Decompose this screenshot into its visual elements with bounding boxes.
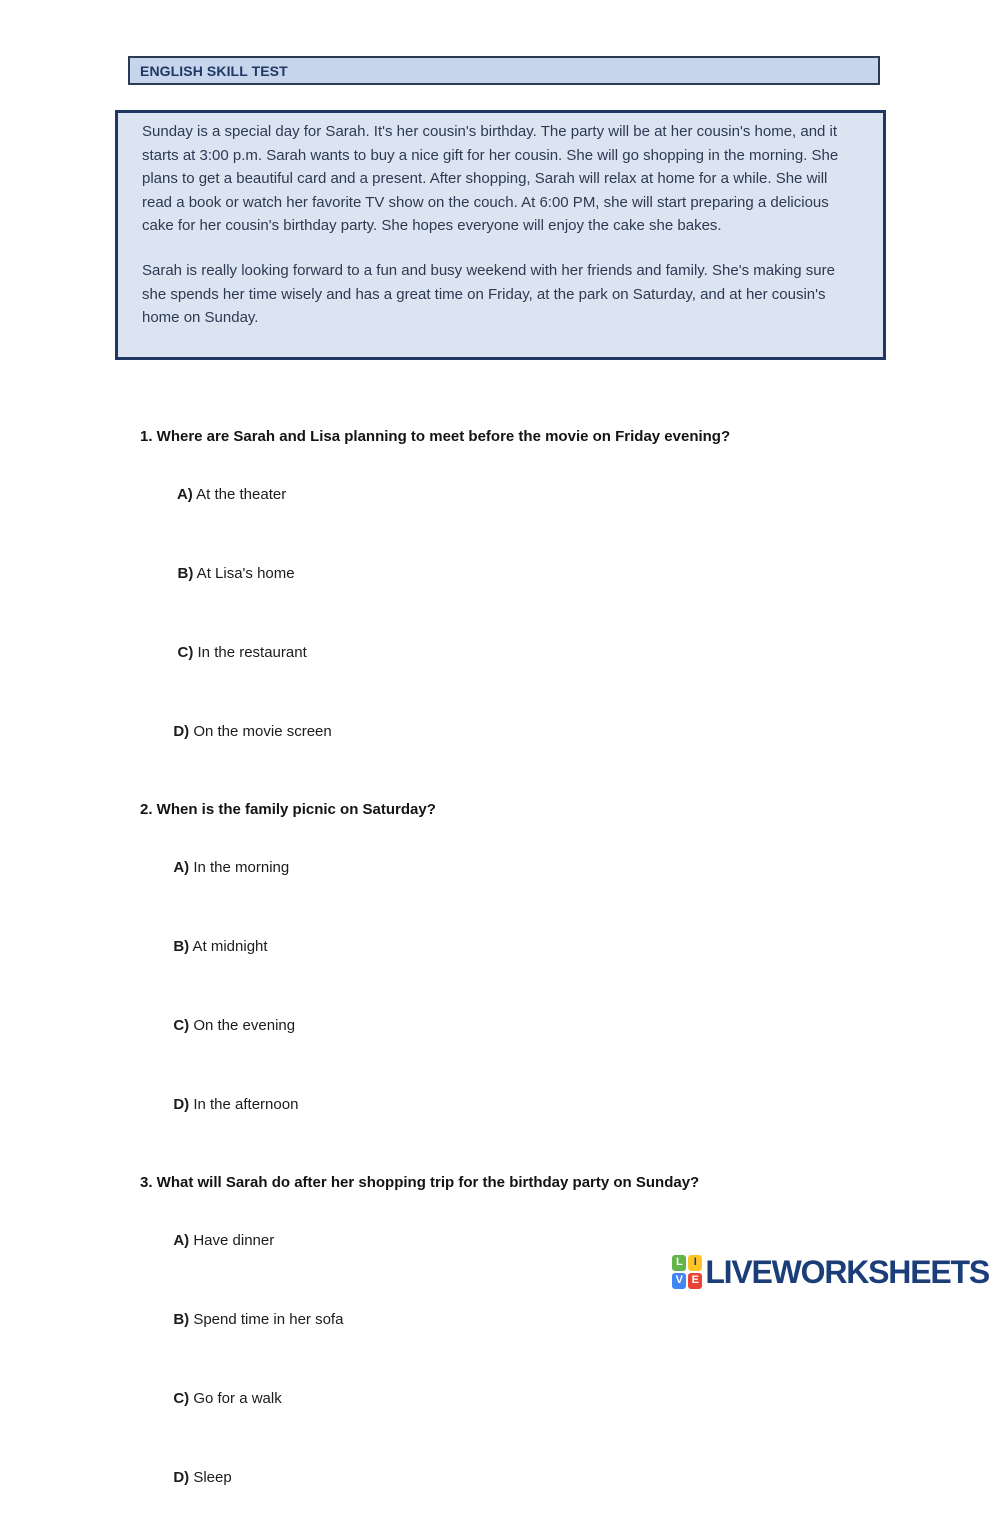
reading-passage-box [115, 110, 886, 360]
option-text: At Lisa's home [193, 565, 295, 582]
option-letter: C) [173, 1017, 190, 1034]
passage-paragraph: Sunday is a special day for Sarah. It's her cousin's birthday. The party will be at her cousin's home, and it starts at 3:00 p.m. Sarah wants to buy a nice gift for her cousin. She will go shopping in the morning. She plans to get a beautiful card and a present. After shopping, Sarah will relax at home for a while. She will read a book or watch her favorite TV show on the couch. At 6:00 PM, she will start preparing a delicious cake for her cousin's birthday party. She hopes everyone will enjoy the cake she bakes. [142, 123, 839, 235]
option-text: Have dinner [189, 1232, 275, 1249]
option-text: Go for a walk [189, 1390, 282, 1407]
option-text: On the movie screen [189, 723, 332, 740]
question-2-text: 2. When is the family picnic on Saturday? [140, 801, 436, 818]
question-1-option-b[interactable] [140, 542, 870, 605]
option-text: At the theater [192, 486, 287, 503]
worksheet-title-bar [128, 56, 880, 85]
option-letter: A) [173, 486, 193, 503]
option-letter: C) [173, 644, 194, 661]
passage-paragraph: Sarah is really looking forward to a fun and busy weekend with her friends and family. She's making sure she spends her time wisely and has a great time on Friday, at the park on Saturday, and at her cousin's home on Sunday. [142, 261, 835, 327]
question-2 [140, 799, 870, 1136]
logo-tile-i: I [688, 1255, 702, 1271]
logo-tile-v: V [672, 1273, 686, 1289]
option-text: In the morning [189, 859, 290, 876]
option-letter: D) [173, 723, 190, 740]
option-letter: B) [173, 1311, 190, 1328]
option-text: In the restaurant [193, 644, 307, 661]
logo-tile-e: E [688, 1273, 702, 1289]
question-2-option-a[interactable] [140, 836, 870, 899]
question-2-option-d[interactable] [140, 1073, 870, 1136]
option-letter: A) [173, 1232, 190, 1249]
question-3 [140, 1172, 870, 1509]
question-2-option-b[interactable] [140, 915, 870, 978]
option-letter: B) [173, 565, 194, 582]
option-letter: B) [173, 938, 190, 955]
question-1-option-c[interactable] [140, 621, 870, 684]
option-letter: D) [173, 1096, 190, 1113]
option-letter: A) [173, 859, 190, 876]
question-3-option-c[interactable] [140, 1367, 870, 1430]
liveworksheets-grid-icon [672, 1255, 702, 1289]
question-1 [140, 426, 870, 763]
option-text: On the evening [189, 1017, 296, 1034]
option-letter: D) [173, 1469, 190, 1486]
option-text: Spend time in her sofa [189, 1311, 344, 1328]
liveworksheets-logo[interactable] [672, 1254, 989, 1291]
worksheet-title: ENGLISH SKILL TEST [140, 62, 288, 79]
logo-tile-l: L [672, 1255, 686, 1271]
question-1-option-d[interactable] [140, 700, 870, 763]
option-text: Sleep [189, 1469, 232, 1486]
option-letter: C) [173, 1390, 190, 1407]
option-text: At midnight [189, 938, 268, 955]
question-2-option-c[interactable] [140, 994, 870, 1057]
question-1-text: 1. Where are Sarah and Lisa planning to meet before the movie on Friday evening? [140, 428, 731, 445]
question-1-option-a[interactable] [140, 463, 870, 526]
question-3-text: 3. What will Sarah do after her shopping trip for the birthday party on Sunday? [140, 1174, 700, 1191]
questions-section [140, 426, 870, 1525]
option-text: In the afternoon [189, 1096, 299, 1113]
question-3-option-d[interactable] [140, 1446, 870, 1509]
liveworksheets-wordmark: LIVEWORKSHEETS [705, 1254, 989, 1290]
question-3-option-b[interactable] [140, 1288, 870, 1351]
